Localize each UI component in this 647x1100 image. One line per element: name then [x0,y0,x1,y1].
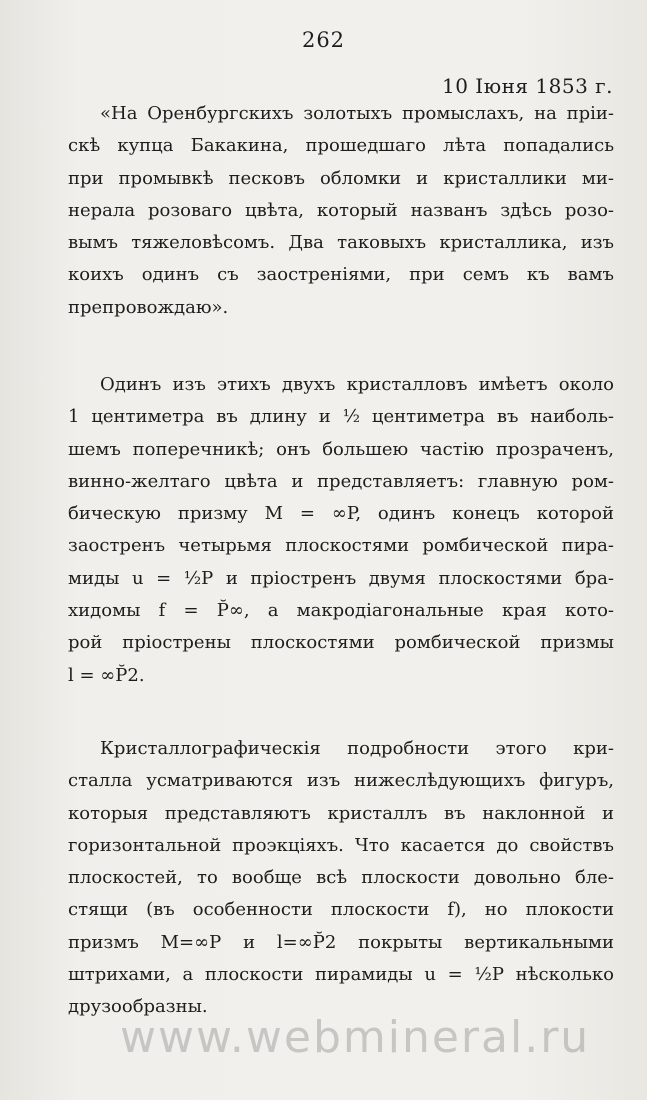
text-line: рой пріострены плоскостями ромбической призмы [68,632,614,654]
text-line: Одинъ изъ этихъ двухъ кристалловъ имѣетъ около [100,374,614,395]
text-line: l = ∞P̆2. [68,664,145,686]
text-line: горизонтальной проэкціяхъ. Что касается до свойствъ [68,834,614,856]
text-line: миды u = ½P и пріостренъ двумя плоскостями бра- [68,567,614,589]
paragraph-crystal-description [68,369,614,692]
text-line: Кристаллографическія подробности этого кри- [100,738,614,759]
page-number: 262 [301,28,346,52]
text-line: штрихами, а плоскости пирамиды u = ½P нѣсколько [68,964,614,986]
text-line: «На Оренбургскихъ золотыхъ промыслахъ, на пріи- [100,103,614,124]
text-line: вымъ тяжеловѣсомъ. Два таковыхъ кристаллика, изъ [68,232,614,254]
text-line: хидомы f = P̆∞, а макродіагональные края кото- [68,600,614,622]
text-line: 1 центиметра въ длину и ½ центиметра въ наиболь- [68,406,614,428]
text-line: стящи (въ особенности плоскости f), но плокости [68,899,614,921]
text-line: шемъ поперечникѣ; онъ большею частію прозраченъ, [68,438,614,460]
paragraph-quote [68,98,614,324]
text-line: коихъ одинъ съ заостреніями, при семъ къ вамъ [68,264,614,286]
paragraph-crystallography [68,733,614,1024]
text-line: винно-желтаго цвѣта и представляетъ: главную ром- [68,470,614,492]
text-line: препровождаю». [68,296,229,318]
text-line: сталла усматриваются изъ нижеслѣдующихъ фигуръ, [68,770,614,792]
text-line: которыя представляютъ кристаллъ въ наклонной и [68,802,614,824]
text-line: заостренъ четырьмя плоскостями ромбической пира- [68,535,614,557]
letter-date: 10 Іюня 1853 г. [441,74,613,98]
text-line: призмъ M=∞P и l=∞P̆2 покрыты вертикальными [68,931,614,953]
text-line: скѣ купца Бакакина, прошедшаго лѣта попадались [68,135,614,157]
text-line: при промывкѣ песковъ обломки и кристаллики ми- [68,167,614,189]
text-line: друзообразны. [68,996,208,1018]
watermark-text: www.webmineral.ru [120,1012,591,1063]
text-line: бическую призму M = ∞P, одинъ конецъ которой [68,503,614,525]
text-line: нерала розоваго цвѣта, который названъ здѣсь розо- [68,199,614,221]
text-line: плоскостей, то вообще всѣ плоскости довольно бле- [68,867,614,889]
